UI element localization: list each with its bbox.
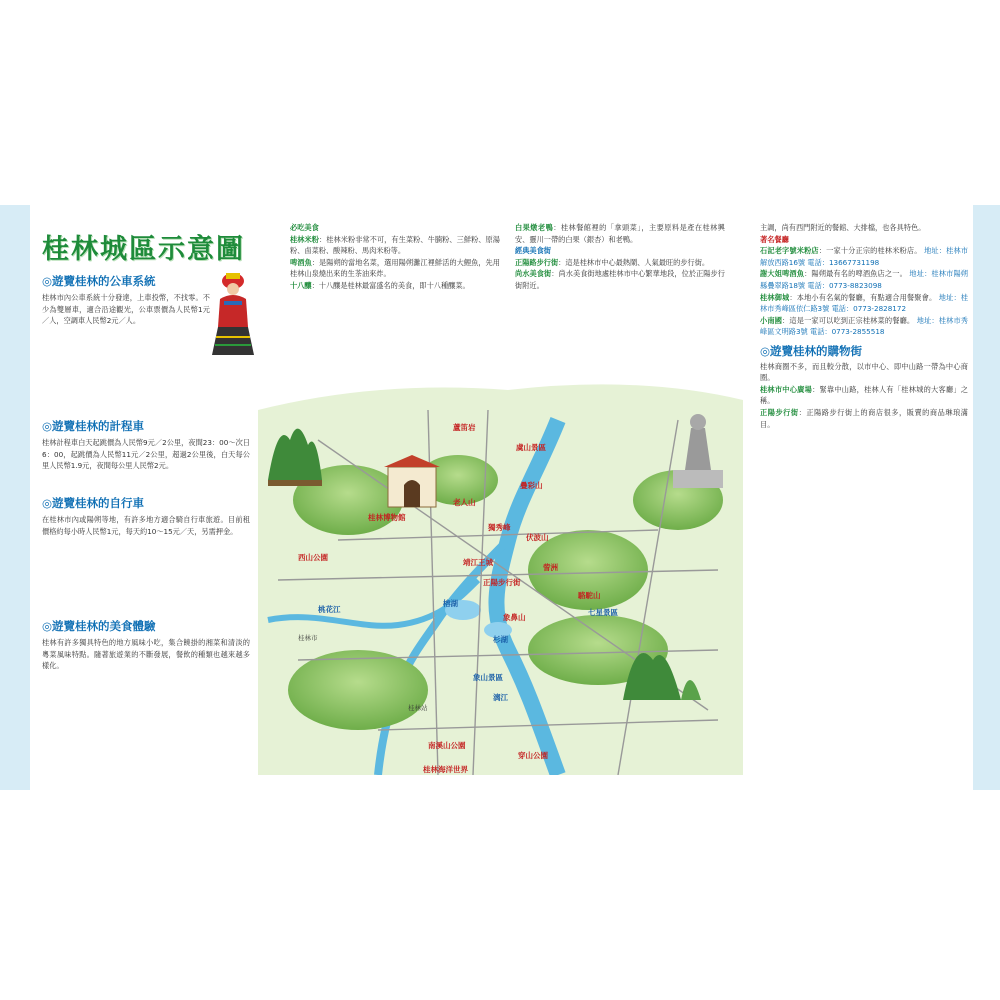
restaurant-phone: 電話：0773-2828172 — [831, 304, 907, 314]
restaurant-text: ：這是一家可以吃到正宗桂林菜的餐廳。 — [782, 315, 915, 325]
taxi-text: 桂林計程車白天起跳價為人民幣9元／2公里，夜間23：00～次日6：00，起跳價為人民幣11元／2公里，超過2公里後，白天每公里人民幣1.9元，夜間每公里人民幣2元。 — [42, 438, 250, 471]
food-item-name: 十八釀 — [290, 280, 312, 290]
map-label: 靖江王城 — [463, 558, 493, 567]
restaurant-text: ：一家十分正宗的桂林米粉店。 — [818, 246, 922, 256]
map-label: 榕湖 — [443, 599, 458, 608]
street-item-name: 正陽路步行街 — [515, 257, 559, 267]
taxi-heading: ◎遊覽桂林的計程車 — [42, 419, 145, 433]
restaurant-item — [760, 315, 968, 338]
bike-heading: ◎遊覽桂林的自行車 — [42, 496, 145, 510]
food-street-heading: 經典美食街 — [515, 246, 551, 256]
food-street-column — [515, 222, 725, 292]
map-label: 象鼻山 — [503, 613, 526, 622]
food-heading: ◎遊覽桂林的美食體驗 — [42, 619, 156, 633]
page-title: 桂林城區示意圖 — [42, 234, 245, 265]
food-item — [290, 257, 500, 280]
bus-section — [42, 273, 210, 327]
shop-item — [760, 407, 968, 430]
map-label: 西山公園 — [298, 553, 328, 562]
map-label: 漓江 — [493, 693, 508, 702]
restaurant-name: 謝大姐啤酒魚 — [760, 269, 805, 279]
shop-item — [760, 384, 968, 407]
map-label: 桃花江 — [318, 605, 341, 614]
map-label: 桂林市 — [298, 634, 318, 642]
right-intro: 主調，尚有西門附近的餐館、大排檔，也各具特色。 — [760, 223, 926, 232]
taxi-section — [42, 418, 250, 472]
bus-text: 桂林市內公車系統十分發達，上車投幣，不找零。不少為雙層車，適合沿途觀光，公車票價為人民幣1元／人，空調車人民幣2元／人。 — [42, 293, 210, 326]
restaurant-name: 石記老字號米粉店 — [760, 246, 819, 256]
food-item-name: 桂林米粉 — [290, 234, 319, 244]
map-label: 桂林海洋世界 — [423, 765, 468, 774]
street-item-name: 尚水美食街 — [515, 269, 552, 279]
food-item — [290, 280, 500, 292]
food-item-text: ：是陽朔的當地名菜，選用陽朔灘江裡鮮活的大鯉魚，先用桂林山泉燒出來的生茶油來炸。 — [290, 257, 500, 279]
shop-name: 正陽步行街 — [760, 407, 799, 417]
restaurant-address: 地址：桂林市秀峰區文明路3號 — [760, 315, 968, 337]
food-item-text: ：桂林餐館裡的「拿頭菜」，主要原料是產在桂林興安、靈川一帶的白果（銀杏）和老鴨。 — [515, 223, 725, 244]
map-label: 訾洲 — [543, 563, 558, 572]
map-label: 蘆笛岩 — [453, 423, 476, 432]
map-label: 桂林站 — [408, 704, 428, 712]
map-label: 象山景區 — [473, 673, 503, 682]
famous-restaurants-heading: 著名餐廳 — [760, 234, 789, 244]
restaurant-text: ：陽朔最有名的啤酒魚店之一。 — [804, 269, 907, 279]
bus-heading: ◎遊覽桂林的公車系統 — [42, 274, 156, 288]
map-label: 桂林博物館 — [368, 513, 406, 522]
must-eat-column — [290, 222, 500, 292]
street-item — [515, 268, 725, 291]
map-label: 虞山景區 — [516, 443, 546, 452]
map-label: 杉湖 — [493, 635, 508, 644]
must-eat-heading: 必吃美食 — [290, 223, 319, 232]
shop-text: ：緊靠中山路，桂林人有「桂林城的大客廳」之稱。 — [760, 384, 968, 406]
food-item-text: ：桂林米粉非常不可，有生菜粉、牛腩粉、三鮮粉、原湯粉、鹵菜粉、酸辣粉、馬肉米粉等。 — [290, 234, 500, 256]
shop-text: ：正陽路步行街上的商店很多，販賣的商品琳琅滿目。 — [760, 407, 968, 429]
restaurant-phone: 電話：13667731198 — [807, 257, 880, 267]
map-label: 老人山 — [453, 498, 476, 507]
restaurant-name: 小南國 — [760, 315, 783, 325]
left-margin-band — [0, 205, 30, 790]
map-label: 七星景區 — [588, 608, 618, 617]
shopping-heading: ◎遊覽桂林的購物街 — [760, 343, 863, 358]
bike-section — [42, 495, 250, 537]
map-label: 正陽步行街 — [483, 578, 521, 587]
map-label: 獨秀峰 — [488, 523, 511, 532]
restaurant-phone: 電話：0773-2855518 — [810, 327, 885, 337]
restaurant-item — [760, 268, 968, 291]
map-label: 疊彩山 — [520, 481, 543, 490]
restaurant-address: 地址：桂林市秀峰區依仁路3號 — [760, 292, 968, 314]
restaurant-text: ：本地小有名氣的餐廳，有點適合用餐聚會。 — [789, 292, 937, 302]
street-item-text: ：這是桂林市中心最熱鬧、人氣最旺的步行街。 — [558, 257, 710, 267]
food-item-name: 白果燉老鴨 — [515, 223, 554, 232]
food-item — [515, 222, 725, 245]
food-item — [290, 234, 500, 257]
restaurant-address: 地址：桂林市解放西路16號 — [760, 246, 968, 267]
restaurant-name: 桂林御城 — [760, 292, 790, 302]
left-page — [30, 205, 255, 790]
restaurant-item — [760, 245, 968, 268]
food-item-name: 啤酒魚 — [290, 257, 312, 267]
bike-text: 在桂林市內或陽朔等地，有許多地方適合騎自行車旅遊。目前租價格約每小時人民幣1元，每天約10～15元／天，另需押金。 — [42, 515, 250, 536]
restaurant-item — [760, 292, 968, 315]
map-label: 穿山公園 — [518, 751, 548, 760]
street-item-text: ：尚水美食街地處桂林市中心繁華地段，位於正陽步行街附近。 — [515, 269, 725, 290]
food-section — [42, 618, 250, 672]
street-item — [515, 257, 725, 269]
restaurant-phone: 電話：0773-8823098 — [807, 280, 882, 290]
map-label: 駱駝山 — [578, 591, 601, 600]
right-margin-band — [973, 205, 1000, 790]
map-label: 伏波山 — [526, 533, 549, 542]
ethnic-figure-illustration — [210, 267, 256, 357]
shopping-intro: 桂林商圈不多，而且較分散，以市中心、即中山路一帶為中心商圈。 — [760, 361, 968, 383]
city-map — [258, 380, 743, 775]
shop-name: 桂林市中心廣場 — [760, 384, 813, 394]
right-column — [760, 222, 968, 430]
food-text: 桂林有許多獨具特色的地方風味小吃，集合饒掛的湘菜和清淡的粵菜風味特點。隨著旅遊業的不斷發展，餐飲的種類也越來越多樣化。 — [42, 638, 250, 671]
restaurant-address: 地址：桂林市陽朔縣疊翠路18號 — [760, 269, 968, 290]
map-label: 南溪山公園 — [428, 741, 466, 750]
food-item-text: ：十八釀是桂林最富盛名的美食，即十八種釀菜。 — [311, 280, 470, 290]
